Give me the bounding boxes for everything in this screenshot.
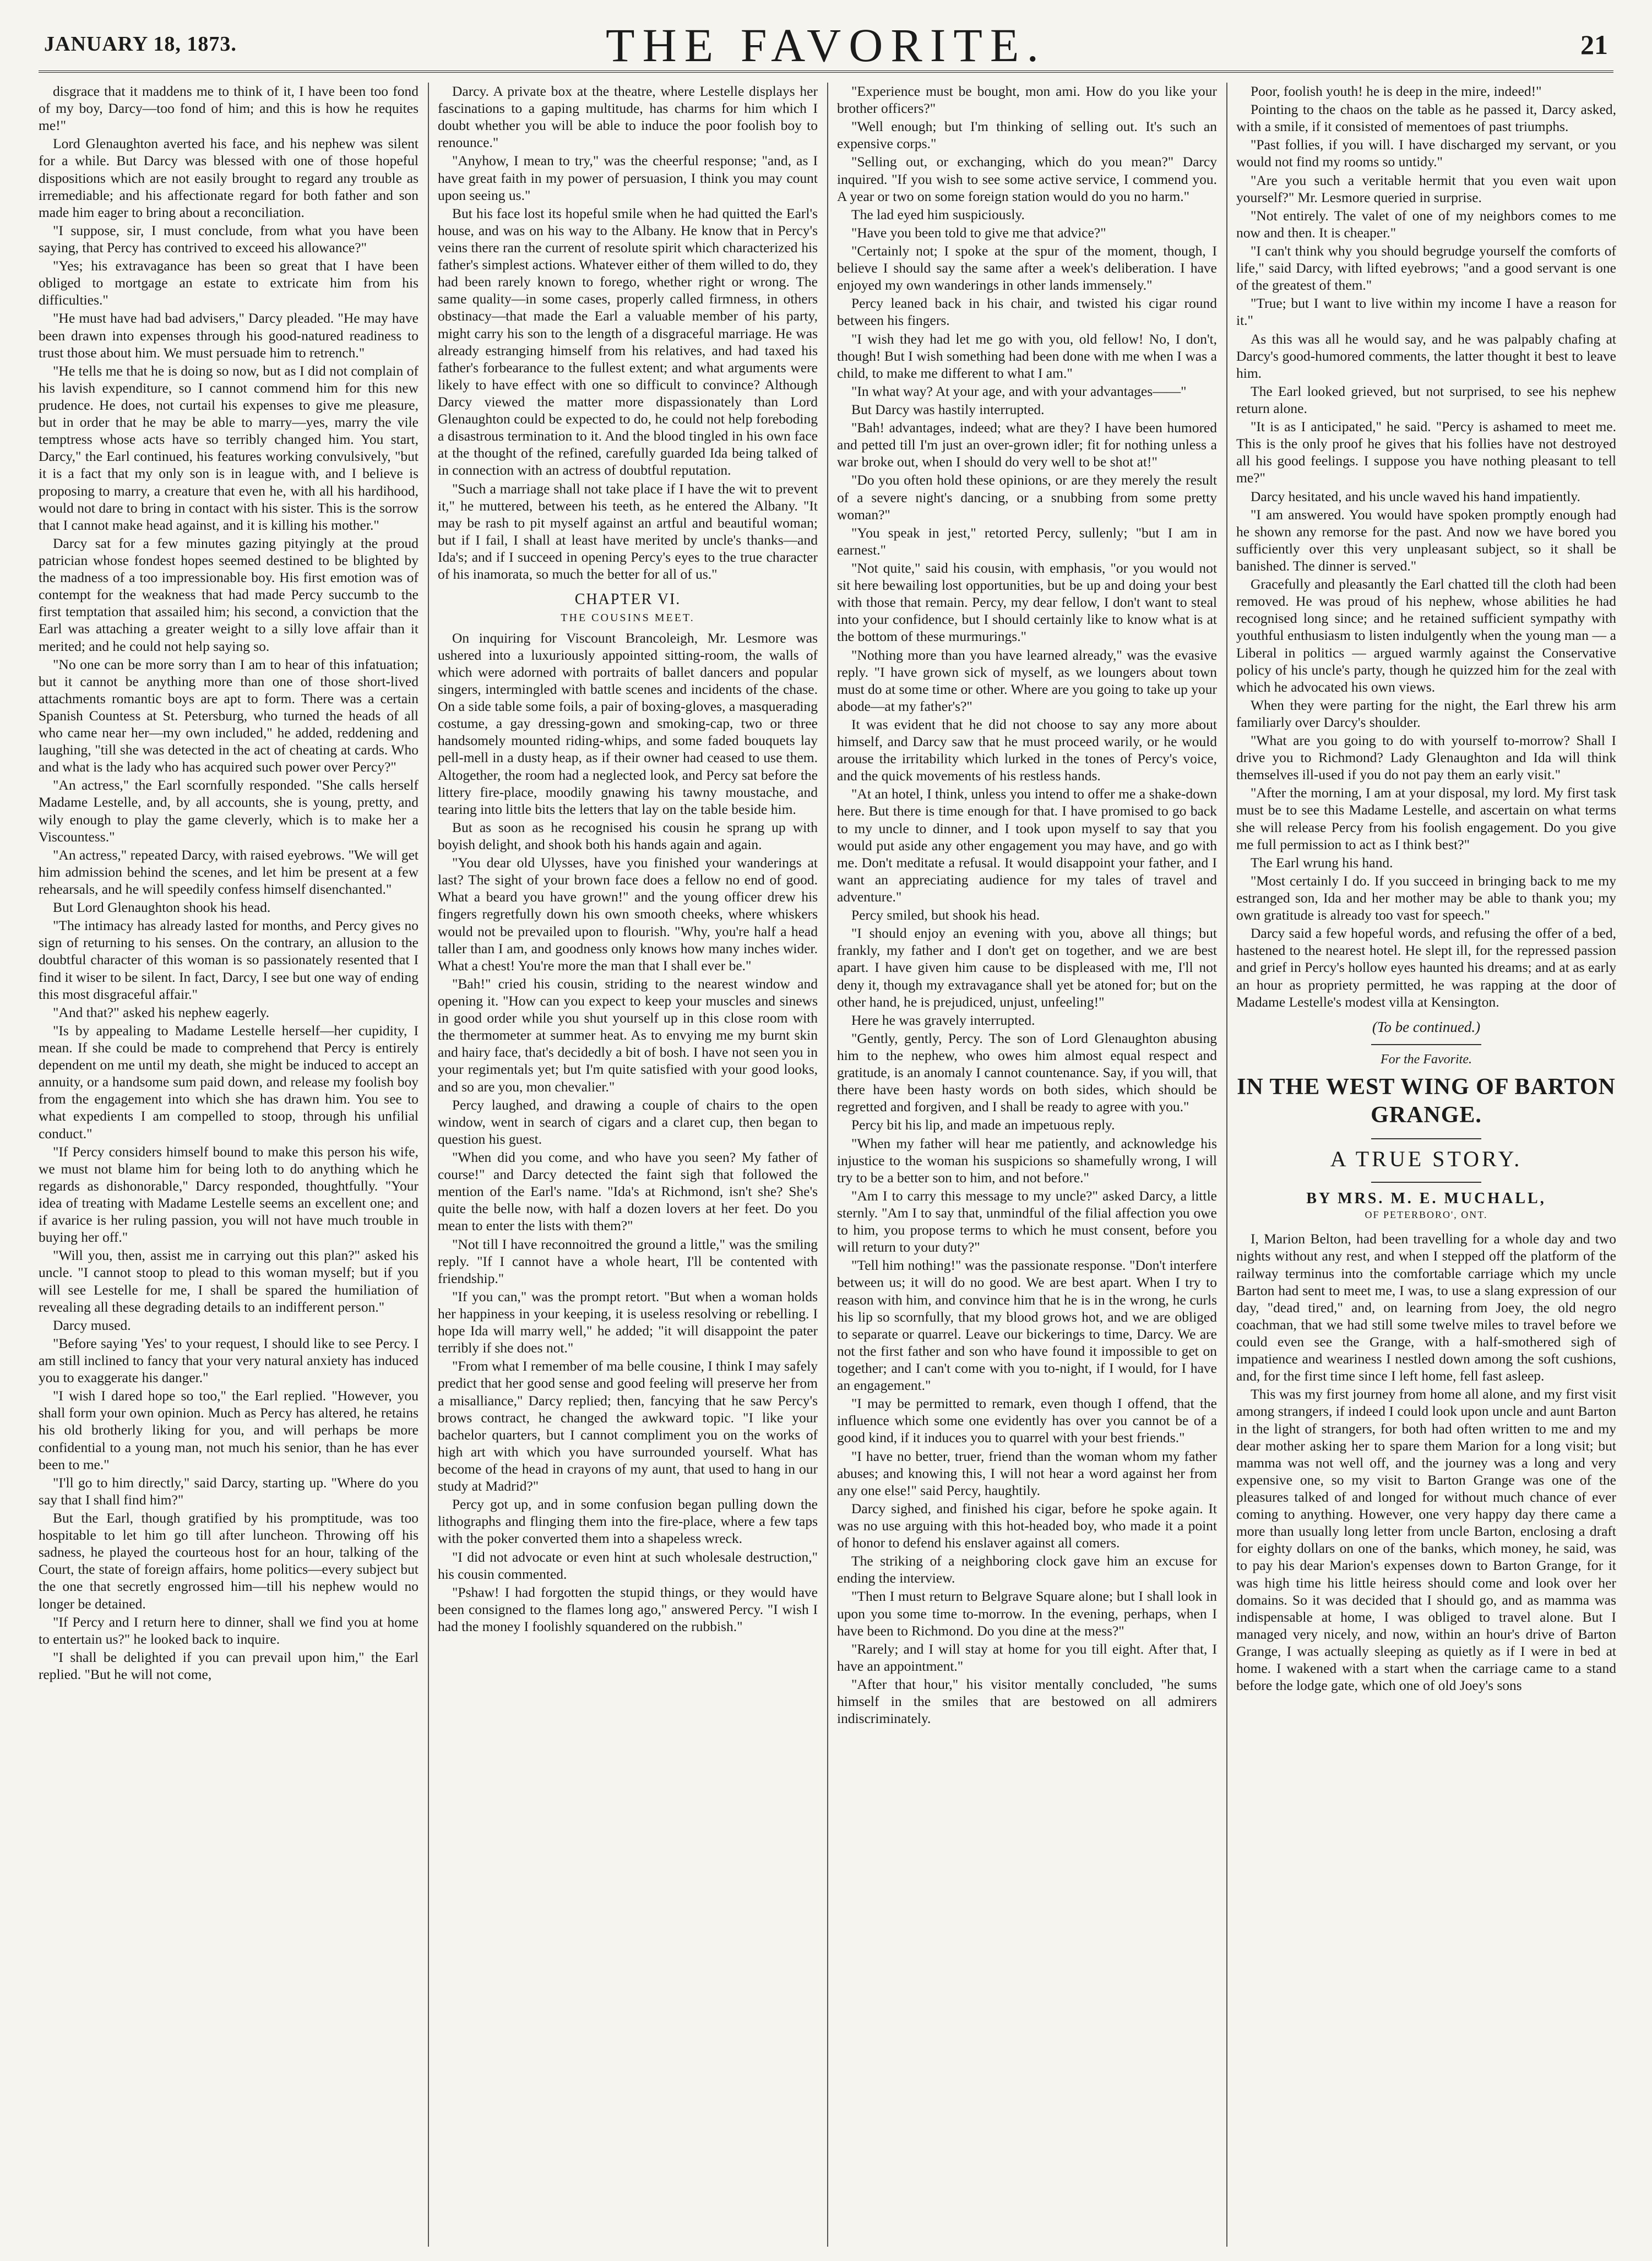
paragraph: "Bah!" cried his cousin, striding to the nearest window and opening it. "How can you expect to keep your muscles and sinews in good order while you shut yourself up in this close room with the thermometer at summer heat. As to envying me my burnt skin and hairy face, that's decidedly a bit of bosh. I have not seen you in your regimentals yet; but I'm quite satisfied with your good looks, and so are you, mon chevalier." (438, 975, 818, 1095)
divider (1371, 1044, 1481, 1045)
paragraph: "Well enough; but I'm thinking of selling out. It's such an expensive corps." (837, 118, 1217, 152)
paragraph: Gracefully and pleasantly the Earl chatted till the cloth had been removed. He was proud of his nephew, whose abilities he had recognised long since; and he retained sufficient sympathy with youthful enthusiasm to listen indulgently when the young man — a Liberal in politics — argued warmly against the Conservative policy of his uncle's party, though he quizzed him for the zeal with which he advocated his own views. (1236, 576, 1616, 695)
paragraph: "Tell him nothing!" was the passionate response. "Don't interfere between us; it will do no good. We are best apart. When I try to reason with him, and convince him that he is in the wrong, he curls his lip so scornfully, that my blood grows hot, and we are obliged to separate or quarrel. Leave our bickerings to time, Darcy. We are not the first father and son who have found it impossible to get on together; and I can't come with you to-night, if I would, for I have an engagement." (837, 1257, 1217, 1394)
paragraph: "He tells me that he is doing so now, but as I did not complain of his lavish expenditure, so I cannot commend him for this new prudence. He does, not curtail his expenses to give me pleasure, but in order that he may be able to marry—yes, marry the vile temptress whose acts have so terribly changed him. You start, Darcy," the Earl continued, his features working convulsively, "but it is a fact that my only son is in league with, and I believe is proposing to marry, a creature that even he, with all his hardihood, would not dare to bring in contact with his sister. This is the sorrow that I cannot make head against, and it is killing his mother." (39, 362, 419, 533)
paragraph: Darcy sighed, and finished his cigar, before he spoke again. It was no use arguing with this hot-headed boy, who made it a point of honor to defend his enslaver against all comers. (837, 1500, 1217, 1551)
paragraph: "Then I must return to Belgrave Square alone; but I shall look in upon you some time to-morrow. In the evening, perhaps, when I have been to Richmond. Do you dine at the mess?" (837, 1588, 1217, 1639)
paragraph: "Bah! advantages, indeed; what are they? I have been humored and petted till I'm just an over-grown idler; fit for nothing unless a war broke out, when I should do very well to be shot at!" (837, 420, 1217, 470)
paragraph: "Will you, then, assist me in carrying out this plan?" asked his uncle. "I cannot stoop to plead to this woman myself; but if you will see Lestelle for me, I shall be spared the humiliation of revealing all these degrading details to an indifferent person." (39, 1247, 419, 1315)
paragraph: "It is as I anticipated," he said. "Percy is ashamed to meet me. This is the only proof he gives that his follies have not destroyed all his good feelings. I suppose you have nothing pleasant to tell me?" (1236, 418, 1616, 486)
paragraph: But as soon as he recognised his cousin he sprang up with boyish delight, and shook both his hands again and again. (438, 819, 818, 853)
paragraph: "Yes; his extravagance has been so great that I have been obliged to mortgage an estate to extricate him from his difficulties." (39, 258, 419, 308)
paragraph: "Nothing more than you have learned already," was the evasive reply. "I have grown sick of myself, as we loungers about town must do at some time or other. Where are you going to take up your abode—at my father's?" (837, 646, 1217, 714)
paragraph: "I wish they had let me go with you, old fellow! No, I don't, though! But I wish something had been done with me when I was a child, to make me different to what I am." (837, 330, 1217, 381)
paragraph: But the Earl, though gratified by his promptitude, was too hospitable to let him go till after luncheon. Throwing off his sadness, he played the courteous host for an hour, talking of the Court, the state of foreign affairs, home politics—every subject but the one that secretly engrossed him—till his nephew would no longer be detained. (39, 1509, 419, 1612)
paragraph: Percy leaned back in his chair, and twisted his cigar round between his fingers. (837, 295, 1217, 329)
paragraph: "No one can be more sorry than I am to hear of this infatuation; but it cannot be anything more than one of those short-lived attachments romantic boys are apt to form. There was a certain Spanish Countess at St. Petersburg, who turned the heads of all who came near her—my own included," he added, reddening and laughing, "till she was detected in the act of cheating at cards. Who and what is the lady who has acquired such power over Percy?" (39, 656, 419, 775)
paragraph: "Anyhow, I mean to try," was the cheerful response; "and, as I have great faith in my power of persuasion, I think you may count upon seeing us." (438, 153, 818, 203)
paragraph: "Am I to carry this message to my uncle?" asked Darcy, a little sternly. "Am I to say that, unmindful of the filial affection you owe to him, you propose terms to which he must consent, before you will return to your duty?" (837, 1187, 1217, 1255)
paragraph: "I am answered. You would have spoken promptly enough had he shown any remorse for the past. And now we have bored you sufficiently over this very unpleasant subject, so it shall be banished. The dinner is served." (1236, 506, 1616, 574)
paragraph: Here he was gravely interrupted. (851, 1012, 1035, 1028)
column-4 (1236, 83, 1616, 2247)
page-number: 21 (1580, 29, 1608, 60)
paragraph: This was my first journey from home all alone, and my first visit among strangers, if indeed I could look upon uncle and aunt Barton in the light of strangers, for both had often written to me and my dear mother asking her to spare them Marion for a long visit; but mamma was not well off, and the journey was a long and very expensive one, so my visit to Barton Grange was one of the pleasures talked of and longed for without much chance of ever coming to anything. However, one very happy day there came a more than usually long letter from uncle Barton, enclosing a draft for eighty dollars on one of the banks, which money, he said, was to pay his dear Marion's expenses down to Barton Grange, for it was high time his little heiress should come and look over her domains. So it was decided that I should go, and as mamma was indispensable at home, I was obliged to travel alone. But I managed very nicely, and now, within an hour's drive of Barton Grange, I was actually sleeping as quietly as if I were in bed at home. I wakened with a start when the carriage came to a stand before the lodge gate, which one of old Joey's sons (1236, 1386, 1616, 1694)
paragraph: "Not till I have reconnoitred the ground a little," was the smiling reply. "If I cannot have a whole heart, I'll be contented with friendship." (438, 1236, 818, 1286)
paragraph: The Earl wrung his hand. (1251, 854, 1393, 871)
to-be-continued: (To be continued.) (1372, 1018, 1481, 1035)
paragraph: "Pshaw! I had forgotten the stupid things, or they would have been consigned to the flames long ago," answered Percy. "I wish I had the money I foolishly squandered on the rubbish." (438, 1584, 818, 1634)
newspaper-title: THE FAVORITE. (606, 19, 1046, 72)
paragraph: "And that?" asked his nephew eagerly. (53, 1004, 270, 1020)
paragraph: Percy laughed, and drawing a couple of chairs to the open window, went in search of cigars and a claret cup, then began to question his guest. (438, 1096, 818, 1147)
paragraph: "If you can," was the prompt retort. "But when a woman holds her happiness in your keeping, it is useless resolving or rebelling. I hope Ida will marry well," he added; "it will disappoint the pater terribly if she does not." (438, 1288, 818, 1356)
paragraph: "Selling out, or exchanging, which do you mean?" Darcy inquired. "If you wish to see some active service, I commend you. A year or two on some foreign station would do you no harm." (837, 154, 1217, 204)
column-2 (438, 83, 818, 2247)
story-dedication: For the Favorite. (1381, 1052, 1472, 1067)
paragraph: The striking of a neighboring clock gave him an excuse for ending the interview. (837, 1553, 1217, 1586)
paragraph: "In what way? At your age, and with your advantages——" (851, 383, 1187, 399)
column-rule (1226, 83, 1227, 2247)
paragraph: "After the morning, I am at your disposal, my lord. My first task must be to see this Madame Lestelle, and ascertain on what terms she will release Percy from his foolish engagement. Do you give me full permission to act as I think best?" (1236, 785, 1616, 852)
paragraph: "Past follies, if you will. I have discharged my servant, or you would not find my rooms so untidy." (1236, 137, 1616, 170)
paragraph: "Gently, gently, Percy. The son of Lord Glenaughton abusing him to the nephew, who owes him almost equal respect and gratitude, is an anomaly I cannot countenance. Say, if you will, that there have been hasty words on both sides, which should be regretted and forgiven, and I shall be ready to agree with you." (837, 1030, 1217, 1115)
paragraph: "Experience must be bought, mon ami. How do you like your brother officers?" (837, 83, 1217, 117)
paragraph: Percy bit his lip, and made an impetuous reply. (851, 1117, 1115, 1133)
paragraph: Percy got up, and in some confusion began pulling down the lithographs and flinging them into the fire-place, where a few taps with the poker converted them into a shapeless wreck. (438, 1496, 818, 1547)
paragraph: "At an hotel, I think, unless you intend to offer me a shake-down here. But there is time enough for that. I have promised to go back to my uncle to dinner, and I took upon myself to say that you would put aside any other engagement you may have, and go with me. Don't meditate a refusal. It would disappoint your father, and I want an appreciating audience for my tales of travel and adventure." (837, 786, 1217, 905)
paragraph: "Is by appealing to Madame Lestelle herself—her cupidity, I mean. If she could be made to comprehend that Percy is entirely dependent on me until my death, she might be induced to accept an annuity, or a handsome sum paid down, and release my foolish boy from the engagement into which she has drawn him. You see to what expedients I am compelled to stoop, through his unfilial conduct." (39, 1022, 419, 1142)
article-columns (39, 83, 1619, 2247)
paragraph: "Have you been told to give me that advice?" (851, 224, 1106, 241)
paragraph: It was evident that he did not choose to say any more about himself, and Darcy saw that he must proceed warily, or he would arouse the irritability which lurked in the tones of Percy's voice, and the quick movements of his restless hands. (837, 716, 1217, 784)
paragraph: "Such a marriage shall not take place if I have the wit to prevent it," he muttered, between his teeth, as he entered the Albany. "It may be rash to pit myself against an artful and beautiful woman; but if I fail, I shall at least have merited by uncle's thanks—and Ida's; and if I succeed in opening Percy's eyes to the true character of his inamorata, so much the better for all of us." (438, 480, 818, 583)
paragraph: "Not quite," said his cousin, with emphasis, "or you would not sit here bewailing lost opportunities, but be up and doing your best with those that remain. Percy, my dear fellow, I don't want to steal into your confidence, but I should certainly like to know what is at the bottom of these murmurings." (837, 559, 1217, 645)
paragraph: "Before saying 'Yes' to your request, I should like to see Percy. I am still inclined to fancy that your very natural anxiety has induced you to exaggerate his danger." (39, 1335, 419, 1386)
paragraph: "Rarely; and I will stay at home for you till eight. After that, I have an appointment." (837, 1640, 1217, 1674)
paragraph: "If Percy and I return here to dinner, shall we find you at home to entertain us?" he looked back to inquire. (39, 1613, 419, 1647)
paragraph: Poor, foolish youth! he is deep in the mire, indeed!" (1251, 83, 1542, 99)
paragraph: "I wish I dared hope so too," the Earl replied. "However, you shall form your own opinion. Much as Percy has altered, he retains his old brotherly liking for you, and will perhaps be more confidential to a young man, not much his senior, than he has ever been to me." (39, 1388, 419, 1472)
paragraph: "After that hour," his visitor mentally concluded, "he sums himself in the smiles that are bestowed on all admirers indiscriminately. (837, 1676, 1217, 1727)
paragraph: "Certainly not; I spoke at the spur of the moment, though, I believe I should say the same after a week's deliberation. I have enjoyed my own wanderings in other lands immensely." (837, 242, 1217, 294)
paragraph: "What are you going to do with yourself to-morrow? Shall I drive you to Richmond? Lady Glenaughton and Ida will think themselves ill-used if you do not pay them an early visit." (1236, 732, 1616, 783)
paragraph: "I shall be delighted if you can prevail upon him," the Earl replied. "But he will not come, (39, 1649, 419, 1682)
paragraph: "I may be permitted to remark, even though I offend, that the influence which some one evidently has over you cannot be of a good kind, if it induces you to quarrel with your best friends." (837, 1395, 1217, 1446)
divider (1371, 1182, 1481, 1183)
paragraph: On inquiring for Viscount Brancoleigh, Mr. Lesmore was ushered into a luxuriously appointed sitting-room, the walls of which were adorned with portraits of ballet dancers and popular singers, intermingled with battle scenes and incidents of the chase. On a side table some foils, a pair of boxing-gloves, a masquerading costume, a gay dressing-gown and smoking-cap, two or three handsomely mounted riding-whips, and some faded bouquets lay pell-mell in a dusty heap, as if their owner had ceased to use them. Altogether, the room had a neglected look, and Percy sat before the littery fire-place, moodily gnawing his tawny moustache, and tearing into little bits the letters that lay on the table beside him. (438, 629, 818, 817)
paragraph: "The intimacy has already lasted for months, and Percy gives no sign of returning to his senses. On the contrary, an allusion to the doubtful character of this woman is so passionately resented that I find it wiser to be silent. In fact, Darcy, I see but one way of ending this most disgraceful affair." (39, 917, 419, 1002)
paragraph: "He must have had bad advisers," Darcy pleaded. "He may have been drawn into expenses through his good-natured readiness to trust those about him. We must persuade him to retrench." (39, 310, 419, 361)
paragraph: "Do you often hold these opinions, or are they merely the result of a severe night's dancing, or a snubbing from some pretty woman?" (837, 472, 1217, 523)
chapter-heading: CHAPTER VI. (574, 591, 681, 608)
paragraph: "When my father will hear me patiently, and acknowledge his injustice to the woman his suspicions so shamefully wrong, I will try to be a better son to him, and not before." (837, 1135, 1217, 1186)
paragraph: But his face lost its hopeful smile when he had quitted the Earl's house, and was on his way to the Albany. He know that in Percy's veins there ran the current of resolute spirit which characterized his father's simplest actions. Whatever either of them willed to do, they had been rarely known to forego, whether right or wrong. The same quality—in some cases, properly called firmness, in others obstinacy—that made the Earl a valuable member of his party, might carry his son to the length of a disgraceful marriage. He was already estranging himself from his relatives, and had taxed his father's forbearance to the fullest extent; and what arguments were likely to have effect with one so difficult to convince? Although Darcy viewed the matter more dispassionately than Lord Glenaughton could be expected to do, he could not help foreboding a disastrous termination to it. And the blood tingled in his own face at the thought of the refined, carefully guarded Ida being talked of in connection with an actress of doubtful reputation. (438, 205, 818, 479)
paragraph: Darcy. A private box at the theatre, where Lestelle displays her fascinations to a gaping multitude, has charms for him which I doubt whether you will be able to induce the poor foolish boy to renounce." (438, 83, 818, 151)
paragraph: Darcy sat for a few minutes gazing pityingly at the proud patrician whose fondest hopes seemed destined to be blighted by the madness of a too impressionable boy. His first emotion was of contempt for the weakness that had made Percy succumb to the first temptation that assailed him; his second, a conviction that the Earl was attaching a greater weight to a silly love affair than it merited; and he could not help saying so. (39, 535, 419, 654)
paragraph: "I have no better, truer, friend than the woman whom my father abuses; and knowing this, I will not hear a word against her from any one else!" said Percy, haughtily. (837, 1448, 1217, 1498)
paragraph: Percy smiled, but shook his head. (851, 907, 1040, 923)
paragraph: "Not entirely. The valet of one of my neighbors comes to me now and then. It is cheaper." (1236, 207, 1616, 241)
chapter-subheading: THE COUSINS MEET. (561, 612, 695, 624)
paragraph: Darcy mused. (53, 1317, 131, 1333)
paragraph: disgrace that it maddens me to think of it, I have been too fond of my boy, Darcy—too fond of him; and this is how he requites me!" (39, 83, 419, 134)
paragraph: But Darcy was hastily interrupted. (851, 401, 1045, 417)
paragraph: "If Percy considers himself bound to make this person his wife, we must not blame him for being loth to do anything which he regards as dishonorable," Darcy responded, thoughtfully. "Your idea of treating with Madame Lestelle seems an excellent one; and if avarice is her ruling passion, you will not have much trouble in buying her off." (39, 1143, 419, 1246)
paragraph: "When did you come, and who have you seen? My father of course!" and Darcy detected the faint sigh that followed the mention of the Earl's name. "Ida's at Richmond, isn't she? She's quite the belle now, with half a dozen lovers at her feet. Do you mean to enter the lists with them?" (438, 1149, 818, 1234)
paragraph: The lad eyed him suspiciously. (851, 206, 1025, 222)
column-1 (39, 83, 419, 2247)
masthead (39, 10, 1613, 73)
story-title: IN THE WEST WING OF BARTON GRANGE. (1237, 1074, 1616, 1128)
byline: BY MRS. M. E. MUCHALL, (1306, 1190, 1546, 1208)
paragraph: When they were parting for the night, the Earl threw his arm familiarly over Darcy's shoulder. (1236, 697, 1616, 730)
story-subtitle: A TRUE STORY. (1330, 1146, 1523, 1172)
paragraph: "Are you such a veritable hermit that you even wait upon yourself?" Mr. Lesmore queried in surprise. (1236, 172, 1616, 205)
paragraph: Pointing to the chaos on the table as he passed it, Darcy asked, with a smile, if it consisted of mementoes of past triumphs. (1236, 101, 1616, 135)
column-3 (837, 83, 1217, 2247)
paragraph: Darcy hesitated, and his uncle waved his hand impatiently. (1251, 488, 1580, 504)
paragraph: "True; but I want to live within my income I have a reason for it." (1236, 295, 1616, 329)
paragraph: But Lord Glenaughton shook his head. (53, 899, 271, 916)
paragraph: As this was all he would say, and he was palpably chafing at Darcy's good-humored comments, the latter thought it best to leave him. (1236, 330, 1616, 381)
paragraph: "You dear old Ulysses, have you finished your wanderings at last? The sight of your brown face does a fellow no end of good. What a beard you have grown!" and the young officer drew his fingers regretfully down his own smooth cheeks, where whiskers would not be prevailed upon to flourish. "Why, you're half a head taller than I am, and goodness only knows how many inches wider. What a chest! You're more the man that I shall ever be." (438, 855, 818, 974)
column-rule (827, 83, 828, 2247)
paragraph: Darcy said a few hopeful words, and refusing the offer of a bed, hastened to the nearest hotel. He slept ill, for the repressed passion and grief in Percy's hollow eyes haunted his dreams; and at as early an hour as propriety permitted, he was rapping at the door of Madame Lestelle's modest villa at Kensington. (1236, 925, 1616, 1010)
paragraph: "I'll go to him directly," said Darcy, starting up. "Where do you say that I shall find him?" (39, 1474, 419, 1508)
paragraph: "I can't think why you should begrudge yourself the comforts of life," said Darcy, with lifted eyebrows; "and a good servant is one of the greatest of them." (1236, 242, 1616, 294)
paragraph: "An actress," the Earl scornfully responded. "She calls herself Madame Lestelle, and, by all accounts, she is young, pretty, and wily enough to play the game cleverly, which is to make her a Viscountess." (39, 777, 419, 845)
paragraph: "Most certainly I do. If you succeed in bringing back to me my estranged son, Ida and her mother may be able to thank you; my own gratitude is already too vast for speech." (1236, 872, 1616, 923)
paragraph: I, Marion Belton, had been travelling for a whole day and two nights without any rest, and when I stepped off the platform of the railway terminus into the comfortable carriage which my uncle Barton had sent to meet me, I was, to use a slang expression of our day, "dead tired," and, on learning from Joey, the old negro coachman, that we had still some twelve miles to travel before we could even see the Grange, with a half-smothered sigh of impatience and weariness I nestled down among the soft cushions, and, for the first time since I left home, fell fast asleep. (1236, 1231, 1616, 1384)
issue-date: JANUARY 18, 1873. (44, 32, 237, 56)
paragraph: "You speak in jest," retorted Percy, sullenly; "but I am in earnest." (837, 524, 1217, 558)
column-rule (428, 83, 429, 2247)
paragraph: "I should enjoy an evening with you, above all things; but frankly, my father and I don't get on together, and we are best apart. I have given him cause to be displeased with me, I'll not deny it, though my extravagance shall yet be atoned for; but on the other hand, he is prejudiced, unjust, unfeeling!" (837, 925, 1217, 1010)
paragraph: The Earl looked grieved, but not surprised, to see his nephew return alone. (1236, 383, 1616, 416)
paragraph: "From what I remember of ma belle cousine, I think I may safely predict that her good sense and good feeling will preserve her from a misalliance," Darcy replied; then, fancying that he saw Percy's brows contract, he changed the awkward topic. "I like your bachelor quarters, but I cannot compliment you on the works of high art with which you have surrounded yourself. What has become of the head in crayons of my aunt, that used to hang in our study at Madrid?" (438, 1358, 818, 1494)
byline-place: OF PETERBORO', ONT. (1365, 1209, 1488, 1221)
paragraph: "I did not advocate or even hint at such wholesale destruction," his cousin commented. (438, 1548, 818, 1582)
paragraph: Lord Glenaughton averted his face, and his nephew was silent for a while. But Darcy was blessed with one of those hopeful dispositions which are not easily brought to regard any trouble as irremediable; and his affectionate regard for both father and son made him eager to bring about a reconciliation. (39, 135, 419, 220)
paragraph: "I suppose, sir, I must conclude, from what you have been saying, that Percy has contrived to exceed his allowance?" (39, 222, 419, 256)
divider (1371, 1138, 1481, 1139)
paragraph: "An actress," repeated Darcy, with raised eyebrows. "We will get him admission behind the scenes, and let him be present at a few rehearsals, and he will speedily confess himself disenchanted." (39, 846, 419, 898)
